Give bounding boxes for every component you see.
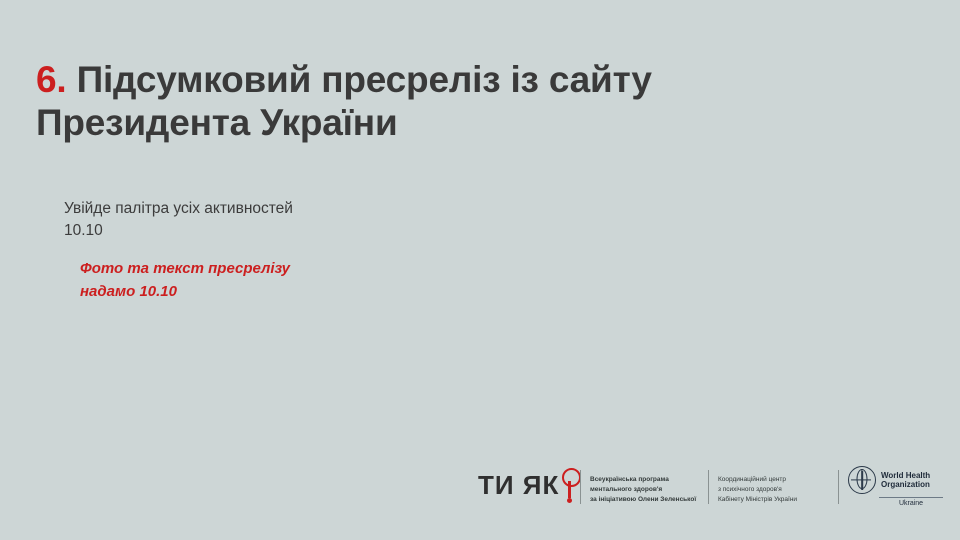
logo-divider-1 <box>580 470 581 504</box>
who-logo <box>848 466 948 507</box>
center-caption-line-3: Кабінету Міністрів України <box>718 496 798 504</box>
center-caption-line-2: з психічного здоров'я <box>718 486 782 494</box>
page-title <box>36 58 836 145</box>
program-caption-line-2: ментального здоров'я <box>590 486 663 494</box>
program-caption-line-1: Всеукраїнська програма <box>590 476 669 483</box>
logo-divider-2 <box>708 470 709 504</box>
who-country: Ukraine <box>879 497 943 507</box>
ty-yak-wordmark: ТИ ЯК <box>478 470 560 500</box>
question-mark-icon <box>561 468 581 502</box>
who-title <box>881 471 930 490</box>
body-line-2: 10.10 <box>64 222 103 240</box>
logo-divider-3 <box>838 470 839 504</box>
footer-logos <box>0 464 960 524</box>
who-emblem-icon <box>848 466 876 494</box>
ty-yak-logo <box>478 468 581 502</box>
center-caption-line-1: Координаційний центр <box>718 476 787 483</box>
title-line-1 <box>36 58 836 101</box>
highlight-note <box>80 258 600 303</box>
note-line-2: надамо 10.10 <box>80 282 177 300</box>
program-caption <box>590 475 700 505</box>
body-line-1: Увійде палітра усіх активностей <box>64 200 293 217</box>
who-title-line-2: Organization <box>881 480 930 489</box>
center-caption <box>718 475 833 505</box>
program-caption-line-3: за ініціативою Олени Зеленської <box>590 496 697 504</box>
who-title-line-1: World Health <box>881 470 931 480</box>
note-line-1: Фото та текст пресрелізу <box>80 260 290 277</box>
title-text-1: Підсумковий пресреліз із сайту <box>76 59 652 100</box>
title-number: 6. <box>36 59 67 100</box>
title-line-2: Президента України <box>36 102 398 144</box>
body-text <box>64 198 624 243</box>
